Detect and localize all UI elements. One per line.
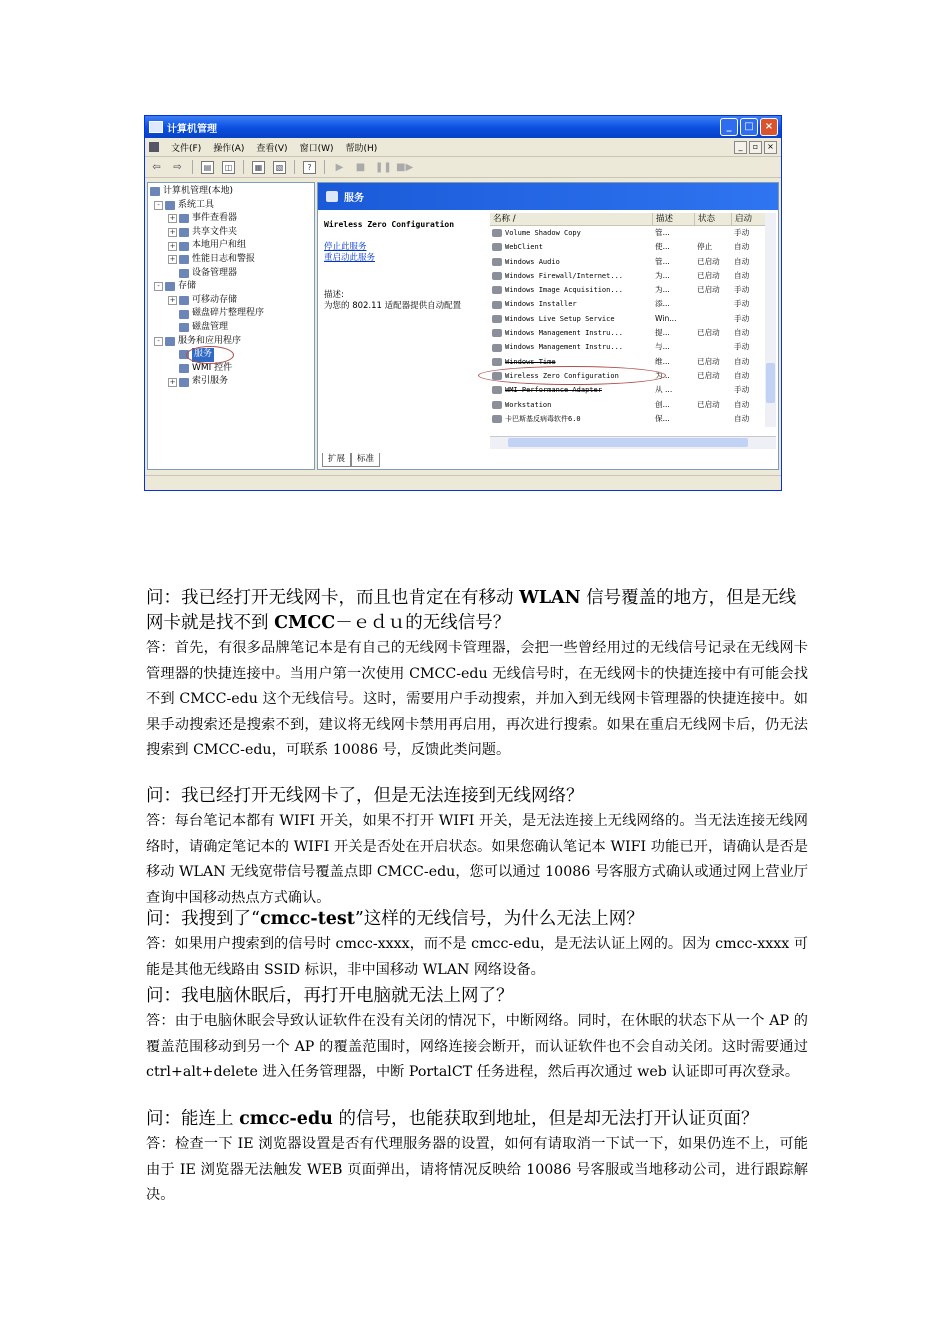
gear-icon xyxy=(492,286,502,294)
service-status: 已启动 xyxy=(697,370,720,380)
properties-icon[interactable]: ▦ xyxy=(252,161,265,174)
export-list-icon[interactable]: ▧ xyxy=(273,161,286,174)
vertical-scroll-thumb[interactable] xyxy=(766,363,775,403)
vertical-scrollbar[interactable] xyxy=(765,213,776,427)
stop-service-link[interactable]: 停止此服务 xyxy=(324,242,367,252)
toolbar-separator xyxy=(243,160,244,174)
tree-item-label: 性能日志和警报 xyxy=(192,253,256,264)
collapse-icon[interactable]: - xyxy=(154,201,163,210)
view-tabs xyxy=(318,453,380,467)
services-apps-icon xyxy=(165,337,175,346)
description-label: 描述: xyxy=(324,290,344,300)
gear-icon xyxy=(492,401,502,409)
service-status: 已启动 xyxy=(697,356,720,366)
tree-item[interactable] xyxy=(150,267,314,281)
services-list-header xyxy=(490,213,776,226)
pause-icon[interactable]: ❚❚ xyxy=(375,161,392,173)
expand-icon[interactable]: + xyxy=(169,255,176,264)
horizontal-scroll-thumb[interactable] xyxy=(508,438,748,447)
question-text: 问：能连上 xyxy=(146,1109,240,1129)
device-manager-icon xyxy=(179,269,189,278)
service-desc: Win... xyxy=(655,313,677,323)
qa-section-1 xyxy=(146,586,808,764)
services-list xyxy=(490,213,776,426)
window-titlebar xyxy=(145,116,781,138)
expand-icon[interactable]: + xyxy=(169,228,176,237)
answer-5: 答：检查一下 IE 浏览器设置是否有代理服务器的设置，如何有请取消一下试一下，如果仍连不上，可能由于 IE 浏览器无法触发 WEB 页面弹出，请将情况反映给 10086 号客服或当地移动公司，进行跟踪解决。 xyxy=(146,1136,808,1204)
expand-icon[interactable]: + xyxy=(169,296,176,305)
question-5 xyxy=(146,1107,808,1132)
question-3 xyxy=(146,907,808,932)
service-desc: 使... xyxy=(655,242,670,252)
selected-service-name: Wireless Zero Configuration xyxy=(324,220,455,229)
service-row[interactable] xyxy=(490,226,776,240)
tree-item-label: 磁盘管理 xyxy=(192,321,229,332)
column-header-description[interactable]: 描述 xyxy=(653,213,695,225)
indexing-icon xyxy=(179,378,189,387)
gear-icon xyxy=(492,229,502,237)
service-row[interactable] xyxy=(490,383,776,397)
tree-item[interactable] xyxy=(150,307,314,321)
service-status: 停止 xyxy=(697,242,713,252)
service-row[interactable] xyxy=(490,269,776,283)
tree-item-label: 磁盘碎片整理程序 xyxy=(192,308,265,319)
service-row[interactable] xyxy=(490,340,776,354)
maximize-button[interactable]: □ xyxy=(740,118,758,136)
question-text: 问：我搜到了“ xyxy=(146,909,260,929)
service-startup: 自动 xyxy=(734,270,750,280)
tree-item[interactable] xyxy=(150,294,314,308)
tree-item-label: 服务和应用程序 xyxy=(178,335,242,346)
service-status xyxy=(695,312,732,326)
services-pane-header xyxy=(318,183,778,210)
gear-icon xyxy=(492,315,502,323)
service-desc: 创... xyxy=(655,399,670,409)
service-name: WebClient xyxy=(505,243,543,252)
tree-item-label: 设备管理器 xyxy=(192,267,238,278)
tree-item-label: WMI 控件 xyxy=(192,362,233,373)
service-desc: 管... xyxy=(655,256,670,266)
qa-section-4 xyxy=(146,984,808,1086)
service-startup: 手动 xyxy=(734,313,750,323)
child-restore-button[interactable]: ▫ xyxy=(749,141,762,154)
child-minimize-button[interactable]: _ xyxy=(734,141,747,154)
service-desc: 为... xyxy=(655,270,670,280)
service-name: Windows Management Instru... xyxy=(505,329,624,338)
service-startup: 自动 xyxy=(734,413,750,423)
performance-icon xyxy=(179,255,189,264)
tree-item-label: 可移动存储 xyxy=(192,294,238,305)
question-bold: WLAN xyxy=(519,588,581,608)
service-desc: 管... xyxy=(655,228,670,237)
service-desc: 保... xyxy=(655,413,670,423)
gear-icon xyxy=(492,301,502,309)
service-desc: 为... xyxy=(655,370,670,380)
service-status xyxy=(695,412,732,426)
service-desc: 与... xyxy=(655,342,670,352)
tree-item-services[interactable] xyxy=(150,348,314,362)
service-startup: 手动 xyxy=(734,285,750,295)
disk-management-icon xyxy=(179,323,189,332)
service-row[interactable] xyxy=(490,412,776,426)
restart-icon[interactable]: ■▶ xyxy=(396,161,414,173)
service-startup: 自动 xyxy=(734,328,750,338)
computer-icon xyxy=(150,187,160,196)
expand-icon[interactable]: + xyxy=(169,241,176,250)
service-row[interactable] xyxy=(490,398,776,412)
users-icon xyxy=(179,242,189,251)
answer-2: 答：每台笔记本都有 WIFI 开关，如果不打开 WIFI 开关，是无法连接上无线网络的。当无法连接无线网络时，请确定笔记本的 WIFI 开关是否处在开启状态。如果您确认笔记本 WIFI 功能已开，请确认是否是移动 WLAN 无线宽带信号覆盖点即 CMCC-edu，您可以通过 10086 号客服方式确认或通过网上营业厅查询中国移动热点方式确认。 xyxy=(146,813,808,906)
question-text: ”这样的无线信号，为什么无法上网？ xyxy=(354,909,644,929)
service-startup: 自动 xyxy=(734,256,750,266)
console-tree xyxy=(147,182,315,470)
question-4: 问：我电脑休眠后，再打开电脑就无法上网了？ xyxy=(146,986,514,1006)
service-startup: 手动 xyxy=(734,342,750,352)
gear-icon xyxy=(492,358,502,366)
up-folder-icon[interactable]: ▤ xyxy=(201,161,214,174)
tree-item[interactable] xyxy=(150,362,314,376)
computer-management-icon xyxy=(149,121,163,133)
service-row[interactable] xyxy=(490,297,776,311)
tree-item[interactable] xyxy=(150,212,314,226)
services-pane xyxy=(317,182,779,470)
service-name: Windows Live Setup Service xyxy=(505,314,615,323)
collapse-icon[interactable]: - xyxy=(154,282,163,291)
service-status: 已启动 xyxy=(697,256,720,266)
toolbar-separator xyxy=(324,160,325,174)
menu-view[interactable]: 查看(V) xyxy=(256,143,288,154)
service-desc: 提... xyxy=(655,328,670,338)
help-icon[interactable]: ? xyxy=(303,161,316,174)
service-startup: 自动 xyxy=(734,356,750,366)
tree-item-label: 事件查看器 xyxy=(192,213,238,224)
column-header-status[interactable]: 状态 xyxy=(695,213,732,225)
tree-item[interactable] xyxy=(150,226,314,240)
annotation-circle xyxy=(478,366,666,385)
service-status xyxy=(695,226,732,240)
gear-icon xyxy=(492,258,502,266)
toolbar-separator xyxy=(192,160,193,174)
service-name: Windows Audio xyxy=(505,257,560,266)
tree-item-label: 系统工具 xyxy=(178,199,215,210)
service-startup: 自动 xyxy=(734,370,750,380)
gear-icon xyxy=(492,272,502,280)
restart-service-link[interactable]: 重启动此服务 xyxy=(324,253,376,263)
menu-action[interactable]: 操作(A) xyxy=(213,143,245,154)
service-desc: 维... xyxy=(655,356,670,366)
question-text: 的信号，也能获取到地址，但是却无法打开认证页面？ xyxy=(332,1109,759,1129)
close-button[interactable]: × xyxy=(760,118,778,136)
tab-extended[interactable]: 扩展 xyxy=(322,453,351,467)
play-icon[interactable]: ▶ xyxy=(335,161,344,173)
child-close-button[interactable]: × xyxy=(764,141,777,154)
tree-item[interactable] xyxy=(150,253,314,267)
status-bar xyxy=(145,475,781,490)
tree-item-label: 索引服务 xyxy=(192,376,229,387)
tree-item-label: 服务 xyxy=(192,348,214,362)
event-viewer-icon xyxy=(179,214,189,223)
service-row[interactable] xyxy=(490,240,776,254)
tree-item-label: 计算机管理(本地) xyxy=(163,186,234,196)
answer-1: 答：首先，有很多品牌笔记本是有自己的无线网卡管理器，会把一些曾经用过的无线信号记录在无线网卡管理器的快捷连接中。当用户第一次使用 CMCC-edu 无线信号时，在无线网卡的快捷连接中有可能会找不到 CMCC-edu 这个无线信号。这时，需要用户手动搜索，并加入到无线网卡管理器的快捷连接中。如果手动搜索还是搜索不到，建议将无线网卡禁用再启用，再次进行搜索。如果在重启无线网卡后，仍无法搜索到 CMCC-edu，可联系 10086 号，反馈此类问题。 xyxy=(146,640,808,759)
computer-management-screenshot xyxy=(144,115,782,491)
service-status xyxy=(695,297,732,311)
stop-icon[interactable]: ■ xyxy=(355,161,366,173)
qa-section-3 xyxy=(146,907,808,983)
service-row[interactable] xyxy=(490,283,776,297)
service-startup: 自动 xyxy=(734,399,750,409)
defrag-icon xyxy=(179,310,189,319)
minimize-button[interactable]: _ xyxy=(720,118,738,136)
expand-icon[interactable]: + xyxy=(169,214,176,223)
service-status: 已启动 xyxy=(697,399,720,409)
back-arrow-icon[interactable]: ⇦ xyxy=(152,161,161,173)
service-row[interactable] xyxy=(490,255,776,269)
answer-4: 答：由于电脑休眠会导致认证软件在没有关闭的情况下，中断网络。同时，在休眠的状态下从一个 AP 的覆盖范围移动到另一个 AP 的覆盖范围时，网络连接会断开，而认证软件也不会自动关闭。这时需要通过 ctrl+alt+delete 进入任务管理器，中断 PortalCT 任务进程，然后再次通过 web 认证即可再次登录。 xyxy=(146,1013,808,1081)
service-name: Windows Firewall/Internet... xyxy=(505,271,624,280)
tree-item[interactable] xyxy=(150,335,314,349)
service-name: Wireless Zero Configuration xyxy=(505,371,619,380)
question-text: －ｅｄｕ的无线信号？ xyxy=(335,613,511,633)
question-1 xyxy=(146,586,808,636)
service-name: 卡巴斯基反病毒软件6.0 xyxy=(505,414,581,423)
gear-icon xyxy=(492,415,502,423)
question-bold: CMCC xyxy=(274,613,336,633)
menu-app-icon xyxy=(149,142,159,152)
question-text: 问：我已经打开无线网卡，而且也肯定在有移动 xyxy=(146,588,520,608)
horizontal-scrollbar[interactable] xyxy=(490,436,776,449)
service-row-wireless-zero[interactable] xyxy=(490,369,776,383)
tree-item-label: 本地用户和组 xyxy=(192,240,247,251)
service-status xyxy=(695,383,732,397)
column-header-name[interactable]: 名称 / xyxy=(490,213,653,225)
answer-3: 答：如果用户搜索到的信号时 cmcc-xxxx，而不是 cmcc-edu，是无法认证上网的。因为 cmcc-xxxx 可能是其他无线路由 SSID 标识，非中国移动 WLAN 网络设备。 xyxy=(146,936,808,978)
gear-icon xyxy=(492,344,502,352)
collapse-icon[interactable]: - xyxy=(154,337,163,346)
shared-folder-icon xyxy=(179,228,189,237)
qa-section-5 xyxy=(146,1107,808,1209)
service-desc: 从 ... xyxy=(655,385,673,395)
annotation-circle xyxy=(186,346,234,364)
service-status: 已启动 xyxy=(697,285,720,295)
removable-storage-icon xyxy=(179,296,189,305)
question-2: 问：我已经打开无线网卡了，但是无法连接到无线网络？ xyxy=(146,786,584,806)
expand-icon[interactable]: + xyxy=(169,377,176,386)
gear-icon xyxy=(492,329,502,337)
service-startup: 自动 xyxy=(734,242,750,252)
pane-title: 服务 xyxy=(344,193,364,204)
service-startup: 手动 xyxy=(734,299,750,309)
service-name: Windows Management Instru... xyxy=(505,343,624,352)
menu-help[interactable]: 帮助(H) xyxy=(345,143,378,154)
service-description-panel xyxy=(324,219,490,312)
gear-icon xyxy=(492,243,502,251)
service-name: Workstation xyxy=(505,400,552,409)
qa-section-2 xyxy=(146,784,808,911)
service-row[interactable] xyxy=(490,326,776,340)
service-status: 已启动 xyxy=(697,270,720,280)
service-startup: 手动 xyxy=(734,385,750,395)
question-text: 信号覆盖的地方，但是无线网卡就是找不到 xyxy=(146,588,797,633)
gear-icon xyxy=(492,386,502,394)
service-name: WMI Performance Adapter xyxy=(505,386,602,395)
service-row[interactable] xyxy=(490,312,776,326)
show-tree-icon[interactable]: ◫ xyxy=(222,161,235,174)
menu-window[interactable]: 窗口(W) xyxy=(299,143,334,154)
description-text: 为您的 802.11 适配器提供自动配置 xyxy=(324,301,462,311)
service-name: Volume Shadow Copy xyxy=(505,229,581,237)
tree-item-label: 共享文件夹 xyxy=(192,226,238,237)
menu-bar xyxy=(145,138,781,157)
forward-arrow-icon[interactable]: ⇨ xyxy=(173,161,182,173)
services-icon xyxy=(326,191,338,202)
service-desc: 添... xyxy=(655,299,670,309)
tree-item[interactable] xyxy=(150,239,314,253)
column-header-startup[interactable]: 启动 xyxy=(732,213,766,225)
toolbar-separator xyxy=(294,160,295,174)
service-name: Windows Installer xyxy=(505,300,577,309)
tools-icon xyxy=(165,201,175,210)
tab-standard[interactable]: 标准 xyxy=(351,453,380,467)
tree-item-label: 存储 xyxy=(178,281,197,292)
tree-item[interactable] xyxy=(150,280,314,294)
service-name: Windows Time xyxy=(505,357,556,366)
toolbar xyxy=(145,157,781,178)
window-title: 计算机管理 xyxy=(167,123,217,135)
tree-item[interactable] xyxy=(150,375,314,389)
service-status: 已启动 xyxy=(697,328,720,338)
menu-file[interactable]: 文件(F) xyxy=(171,143,202,154)
storage-icon xyxy=(165,282,175,291)
wmi-icon xyxy=(179,364,189,373)
tree-item[interactable] xyxy=(150,185,314,199)
question-bold: cmcc-test xyxy=(259,909,355,929)
service-name: Windows Image Acquisition... xyxy=(505,286,624,295)
tree-item[interactable] xyxy=(150,321,314,335)
service-desc: 为... xyxy=(655,285,670,295)
tree-item[interactable] xyxy=(150,199,314,213)
service-startup: 手动 xyxy=(734,228,750,237)
question-bold: cmcc-edu xyxy=(239,1109,333,1129)
service-status xyxy=(695,340,732,354)
